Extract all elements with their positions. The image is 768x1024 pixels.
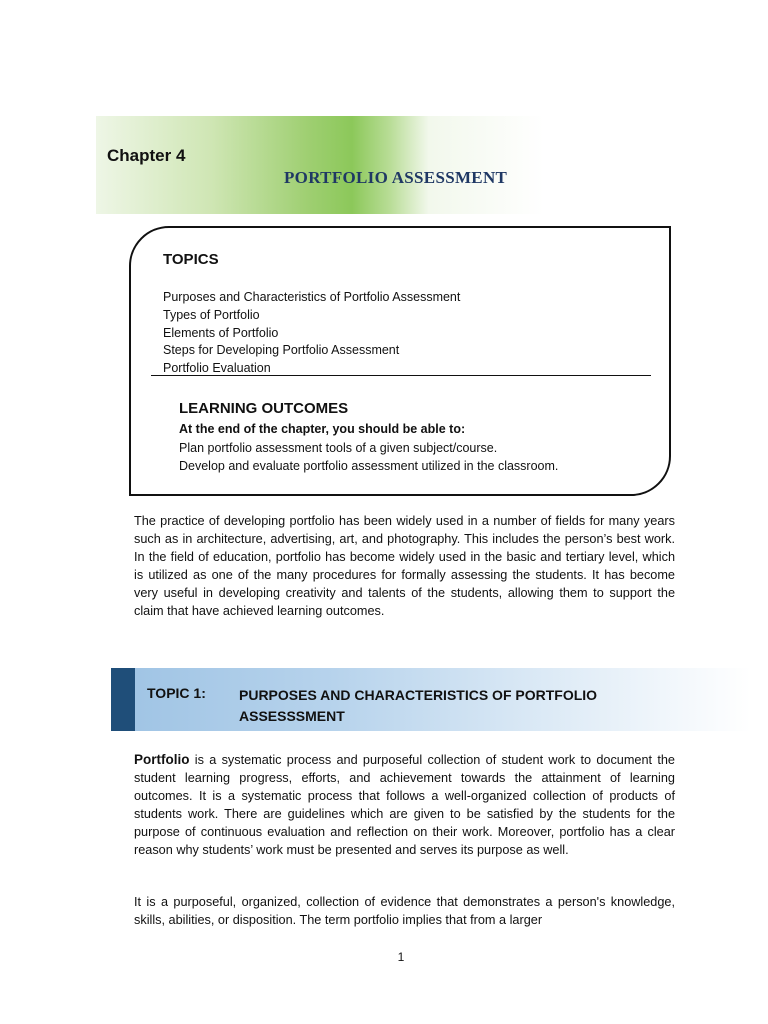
portfolio-term: Portfolio: [134, 752, 190, 767]
topic1-title: PURPOSES AND CHARACTERISTICS OF PORTFOLIO ASSESSSMENT: [239, 687, 598, 724]
chapter-label: Chapter 4: [107, 146, 186, 165]
chapter-banner: [96, 116, 736, 214]
learning-outcomes-list: [179, 440, 558, 475]
learning-outcomes-intro: At the end of the chapter, you should be able to:: [179, 422, 466, 436]
topics-divider: [151, 375, 651, 376]
topic-item: Portfolio Evaluation: [163, 361, 271, 376]
portfolio-definition-paragraph: [134, 751, 675, 859]
portfolio-definition-text: is a systematic process and purposeful collection of student work to document the student learning progress, efforts, and achievement towards the attainment of learning outcomes. It is a systematic process that follows a well-organized collection of products of students work. There are guidelines which are given to be satisfied by the students for the purpose of continuous evaluation and reflection on their work. Moreover, portfolio has a clear reason why students’ work must be presented and serves its purpose as well.: [134, 753, 675, 857]
topic-item: Purposes and Characteristics of Portfolio Assessment: [163, 290, 461, 304]
purposeful-paragraph: It is a purposeful, organized, collection of evidence that demonstrates a person's knowledge, skills, abilities, or disposition. The term portfolio implies that from a larger: [134, 895, 675, 927]
topic1-accent-stripe: [111, 668, 135, 731]
learning-outcome-item: Plan portfolio assessment tools of a given subject/course.: [179, 441, 498, 455]
topic1-number: TOPIC 1:: [147, 685, 206, 701]
topic-item: Steps for Developing Portfolio Assessment: [163, 343, 400, 358]
topic-item: Types of Portfolio: [163, 307, 260, 322]
chapter-title: PORTFOLIO ASSESSMENT: [284, 168, 508, 187]
topic-item: Elements of Portfolio: [163, 325, 279, 340]
learning-outcome-item: Develop and evaluate portfolio assessment utilized in the classroom.: [179, 458, 559, 473]
page-number: 1: [397, 950, 405, 964]
intro-paragraph: The practice of developing portfolio has been widely used in a number of fields for many years such as in architecture, advertising, art, and photography. This includes the person’s best work. In the field of education, portfolio has become widely used in the basic and tertiary level, which is utilized as one of the many procedures for formally assessing the students. It has become very useful in developing creativity and talents of the students, allowing them to support the claim that have achieved learning outcomes.: [134, 514, 675, 618]
topics-heading: TOPICS: [163, 251, 219, 268]
topics-list: [163, 289, 460, 378]
learning-outcomes-heading: LEARNING OUTCOMES: [179, 400, 349, 417]
